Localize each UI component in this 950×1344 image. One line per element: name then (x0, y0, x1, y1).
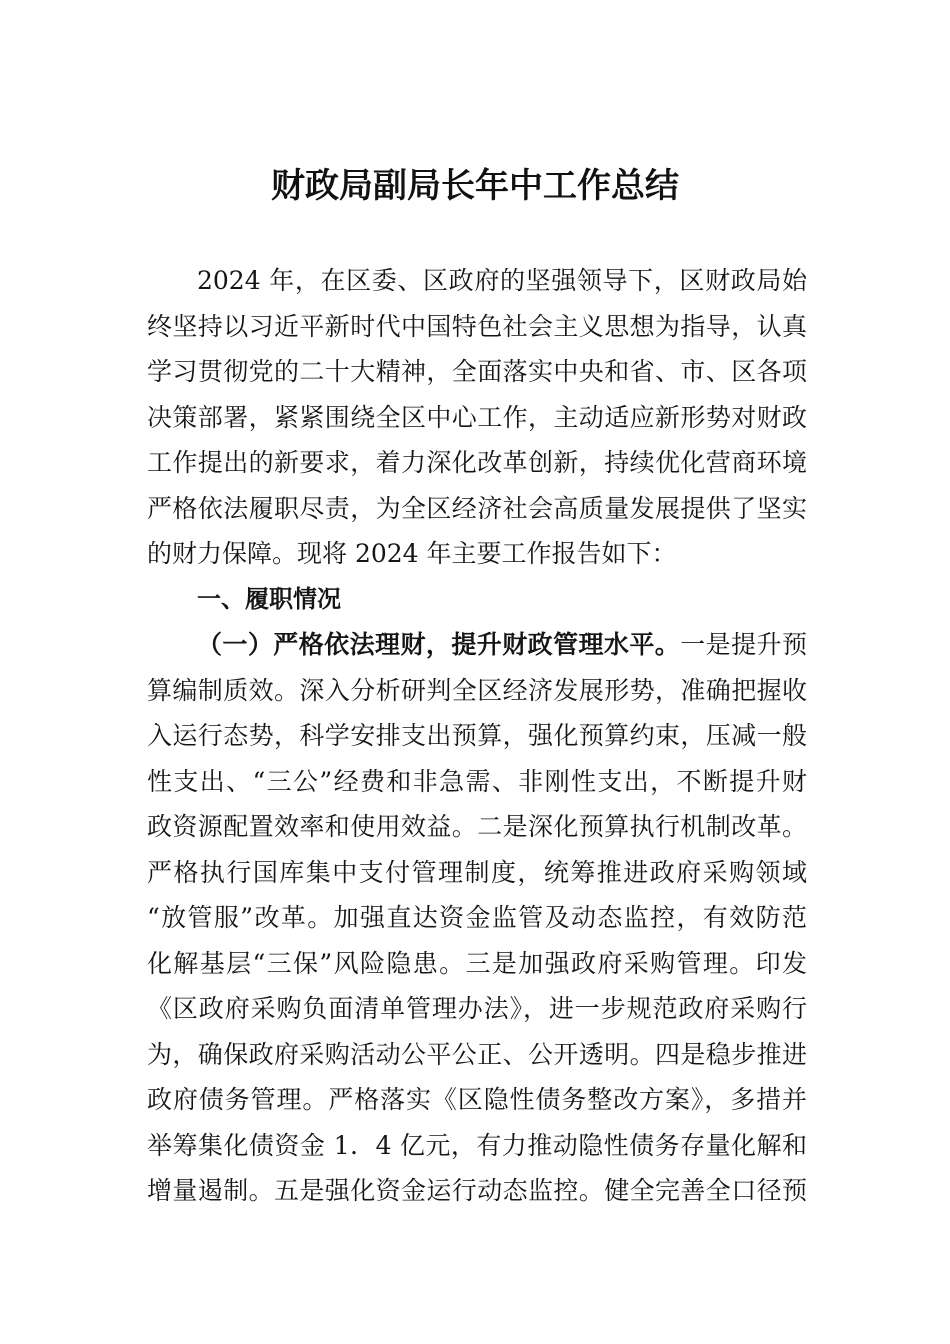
paragraph-line: 严格执行国库集中支付管理制度，统筹推进政府采购领域 (147, 857, 807, 887)
paragraph-line: 的财力保障。现将 2024 年主要工作报告如下： (147, 539, 677, 568)
paragraph-line: 2024 年，在区委、区政府的坚强领导下，区财政局始 (197, 266, 807, 295)
paragraph-line: 政府债务管理。严格落实《区隐性债务整改方案》，多措并 (147, 1085, 807, 1114)
paragraph-line: 决策部署，紧紧围绕全区中心工作，主动适应新形势对财政 (147, 402, 807, 432)
paragraph-line: 举筹集化债资金 1．4 亿元，有力推动隐性债务存量化解和 (147, 1130, 807, 1160)
paragraph-line: 政资源配置效率和使用效益。二是深化预算执行机制改革。 (147, 812, 807, 841)
paragraph-line: 学习贯彻党的二十大精神，全面落实中央和省、市、区各项 (147, 357, 807, 386)
paragraph-line: 化解基层“三保”风险隐患。三是加强政府采购管理。印发 (147, 948, 807, 978)
subsection-heading: （一）严格依法理财，提升财政管理水平。 (197, 630, 681, 659)
paragraph-line: 增量遏制。五是强化资金运行动态监控。健全完善全口径预 (147, 1176, 807, 1205)
paragraph-line: 为，确保政府采购活动公平公正、公开透明。四是稳步推进 (147, 1039, 807, 1069)
paragraph-line: 性支出、“三公”经费和非急需、非刚性支出，不断提升财 (147, 766, 807, 796)
paragraph-line: 《区政府采购负面清单管理办法》，进一步规范政府采购行 (147, 994, 807, 1023)
paragraph-line-rest: 一是提升预 (680, 630, 807, 659)
paragraph-line: 工作提出的新要求，着力深化改革创新，持续优化营商环境 (147, 448, 807, 477)
paragraph-line: 终坚持以习近平新时代中国特色社会主义思想为指导，认真 (147, 311, 807, 341)
document-body (147, 258, 807, 1214)
section-heading: 一、履职情况 (197, 584, 341, 613)
paragraph-line: 算编制质效。深入分析研判全区经济发展形势，准确把握收 (147, 675, 807, 705)
paragraph-line: 严格依法履职尽责，为全区经济社会高质量发展提供了坚实 (147, 493, 807, 523)
paragraph-first-line (147, 622, 807, 668)
paragraph-line: “放管服”改革。加强直达资金监管及动态监控，有效防范 (147, 903, 807, 932)
paragraph-line: 入运行态势，科学安排支出预算，强化预算约束，压减一般 (147, 721, 807, 750)
document-title: 财政局副局长年中工作总结 (271, 166, 679, 206)
